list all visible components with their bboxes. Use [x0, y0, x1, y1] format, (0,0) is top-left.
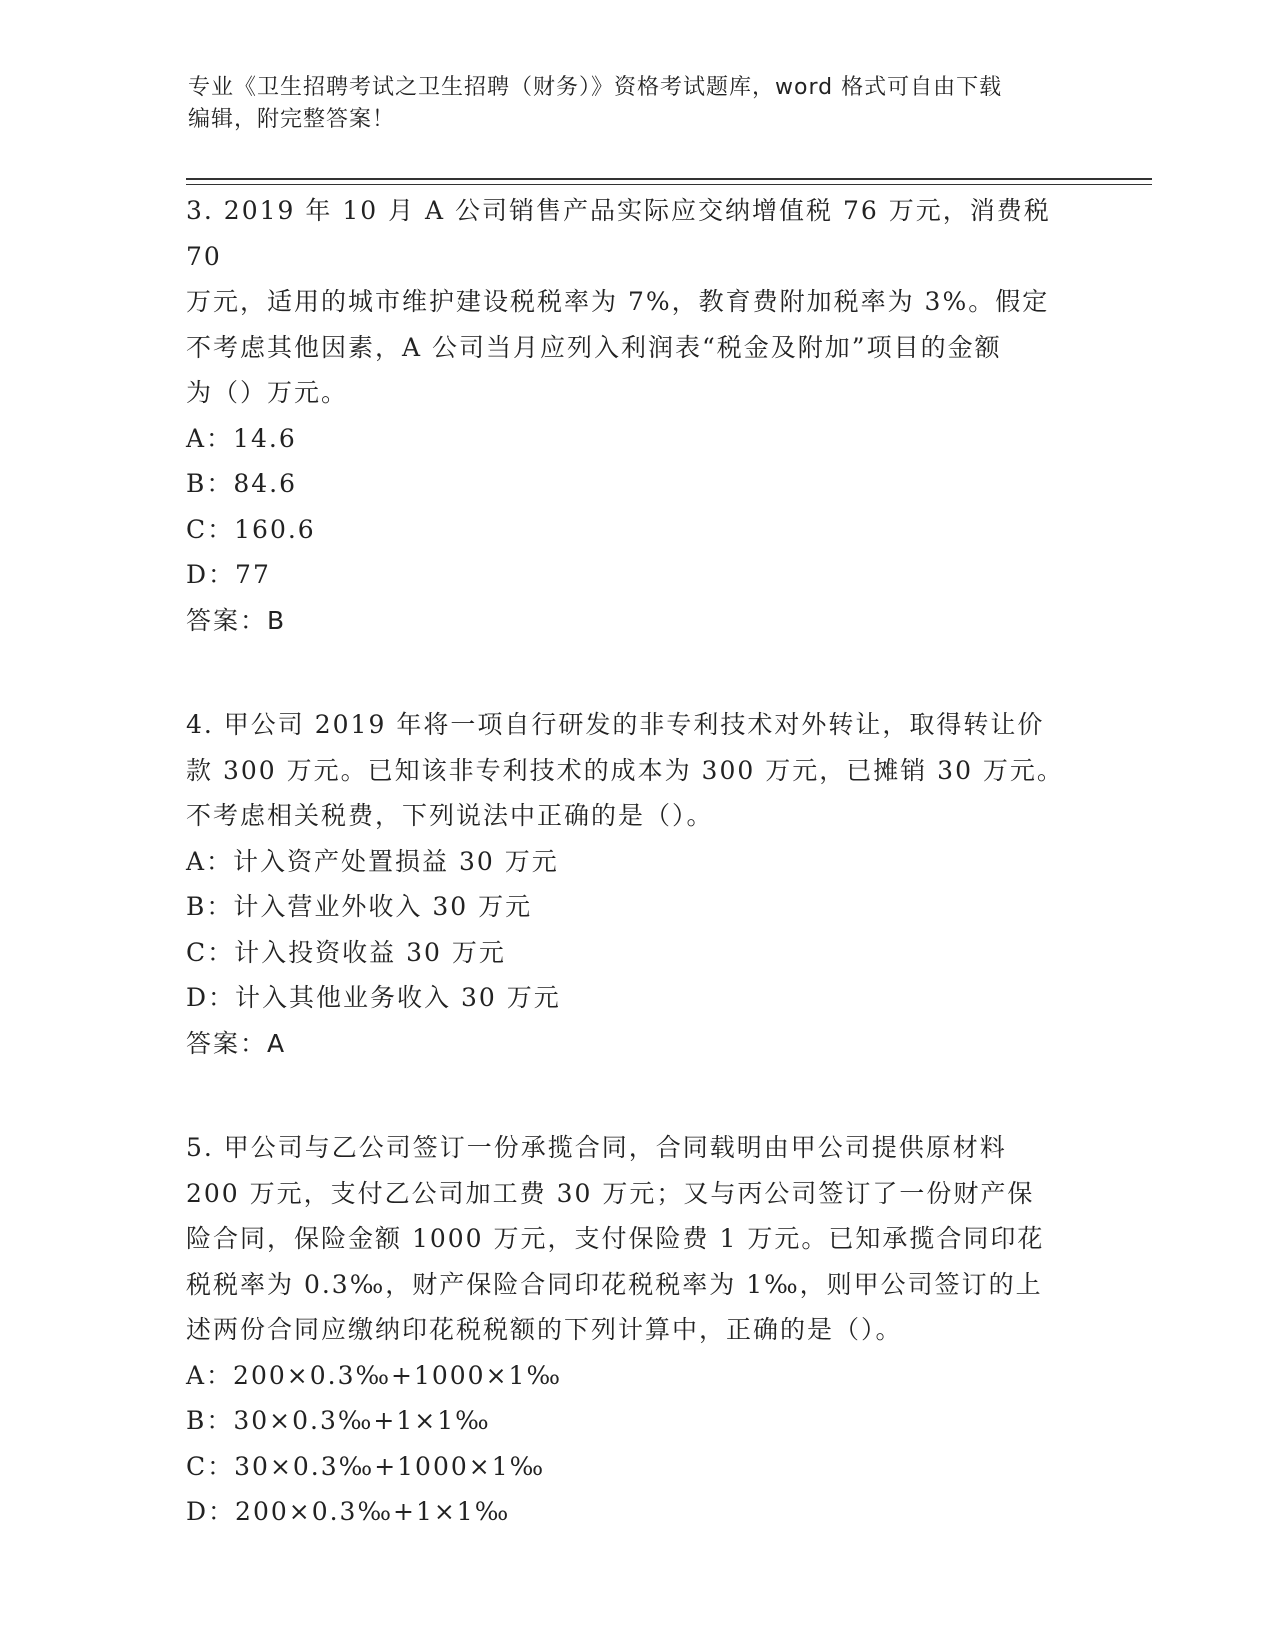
stem-line: 税税率为 0.3‰，财产保险合同印花税税率为 1‰，则甲公司签订的上	[186, 1269, 1043, 1299]
question-3	[186, 188, 1086, 643]
stem-line: 为（）万元。	[186, 378, 349, 407]
document-header	[188, 72, 1088, 136]
stem-line: 险合同，保险金额 1000 万元，支付保险费 1 万元。已知承揽合同印花	[186, 1224, 1045, 1253]
question-list	[186, 188, 1086, 1594]
option-a: A：200×0.3‰+1000×1‰	[186, 1360, 562, 1390]
stem-line: 款 300 万元。已知该非专利技术的成本为 300 万元，已摊销 30 万元。	[186, 755, 1064, 785]
option-b: B：计入营业外收入 30 万元	[186, 892, 533, 921]
header-divider-thin	[186, 184, 1152, 185]
header-divider-thick	[186, 178, 1152, 180]
stem-line: 4. 甲公司 2019 年将一项自行研发的非专利技术对外转让，取得转让价	[186, 710, 1045, 739]
stem-line: 不考虑其他因素，A 公司当月应列入利润表“税金及附加”项目的金额	[186, 332, 1002, 362]
option-c: C：160.6	[186, 514, 316, 544]
stem-line: 万元，适用的城市维护建设税税率为 7%，教育费附加税率为 3%。假定	[186, 287, 1050, 316]
option-d: D：计入其他业务收入 30 万元	[186, 983, 561, 1012]
option-c: C：计入投资收益 30 万元	[186, 937, 506, 967]
stem-line: 5. 甲公司与乙公司签订一份承揽合同，合同载明由甲公司提供原材料	[186, 1133, 1007, 1162]
question-4	[186, 702, 1086, 1066]
option-a: A：计入资产处置损益 30 万元	[186, 846, 559, 876]
option-b: B：30×0.3‰+1×1‰	[186, 1406, 491, 1435]
question-5	[186, 1125, 1086, 1535]
question-stem	[186, 188, 1086, 416]
header-line-2: 编辑，附完整答案！	[188, 107, 396, 132]
stem-line: 200 万元，支付乙公司加工费 30 万元；又与丙公司签订了一份财产保	[186, 1178, 1035, 1208]
stem-line: 3. 2019 年 10 月 A 公司销售产品实际应交纳增值税 76 万元，消费税 70	[186, 196, 1051, 271]
question-stem	[186, 1125, 1086, 1353]
answer-text: 答案：A	[186, 1028, 287, 1058]
option-c: C：30×0.3‰+1000×1‰	[186, 1451, 546, 1481]
option-b: B：84.6	[186, 469, 298, 498]
answer-text: 答案：B	[186, 605, 287, 635]
stem-line: 述两份合同应缴纳印花税税额的下列计算中，正确的是（）。	[186, 1315, 903, 1344]
option-d: D：200×0.3‰+1×1‰	[186, 1497, 511, 1526]
question-stem	[186, 702, 1086, 839]
stem-line: 不考虑相关税费，下列说法中正确的是（）。	[186, 801, 714, 830]
option-d: D：77	[186, 560, 271, 589]
header-line-1: 专业《卫生招聘考试之卫生招聘（财务）》资格考试题库，word 格式可自由下载	[188, 75, 1003, 100]
option-a: A：14.6	[186, 423, 297, 453]
